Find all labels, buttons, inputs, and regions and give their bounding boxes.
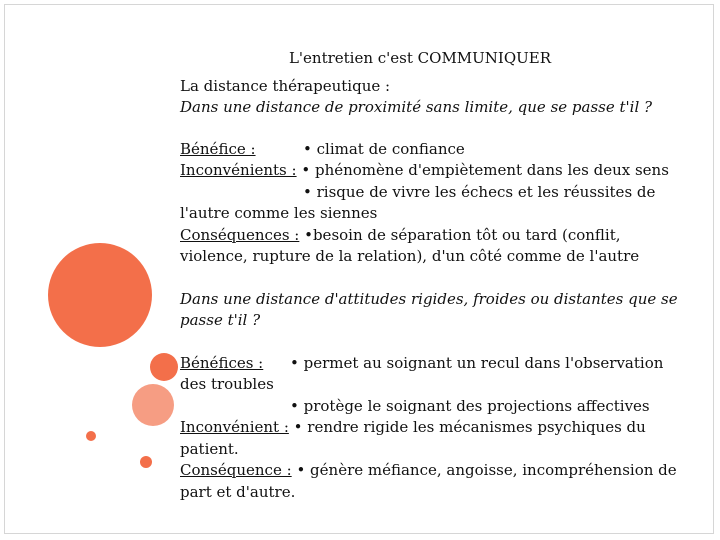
consequence2-item-1b: part et d'autre. xyxy=(180,482,296,501)
consequence-item-1b: violence, rupture de la relation), d'un côté comme de l'autre xyxy=(180,247,640,265)
section2-question-b: passe t'il ? xyxy=(180,311,261,329)
benefices-item-1b: des troubles xyxy=(180,375,274,393)
benefices-item-1a: • permet au soignant un recul dans l'observation xyxy=(290,353,664,372)
consequence-item-1a: •besoin de séparation tôt ou tard (conflit, xyxy=(299,225,621,244)
section1-heading: La distance thérapeutique : xyxy=(180,76,391,95)
decorative-circle-medium-light xyxy=(132,384,174,426)
slide-content xyxy=(180,48,700,503)
section2-question-a: Dans une distance d'attitudes rigides, froides ou distantes que se xyxy=(180,289,678,308)
decorative-circle-large xyxy=(48,243,152,347)
consequence2-label: Conséquence : xyxy=(180,461,292,479)
inconvenient-item-1: • phénomène d'empiètement dans les deux sens xyxy=(301,161,669,179)
consequences-line xyxy=(180,225,700,247)
benefices-item-2: • protège le soignant des projections affectives xyxy=(290,396,650,415)
benefices-line xyxy=(180,353,700,375)
benefice-item: • climat de confiance xyxy=(303,139,465,158)
benefices-label: Bénéfices : xyxy=(180,353,264,372)
inconvenient-item-2a-line xyxy=(180,182,700,204)
decorative-circle-medium xyxy=(150,353,178,381)
inconvenient2-label: Inconvénient : xyxy=(180,418,289,436)
inconvenient-item-2b: l'autre comme les siennes xyxy=(180,204,378,222)
inconvenients-label: Inconvénients : xyxy=(180,161,297,179)
slide-title: L'entretien c'est COMMUNIQUER xyxy=(288,49,552,67)
inconvenient-item-2a: • risque de vivre les échecs et les réussites de xyxy=(303,182,656,201)
inconvenients-line xyxy=(180,160,700,182)
consequence2-item-1a: • génère méfiance, angoisse, incompréhension de xyxy=(296,461,677,479)
inconvenient2-item-1b: patient. xyxy=(180,439,239,458)
decorative-circle-small xyxy=(140,456,152,468)
section1-question: Dans une distance de proximité sans limite, que se passe t'il ? xyxy=(180,98,653,116)
decorative-circle-tiny xyxy=(86,431,96,441)
consequences-label: Conséquences : xyxy=(180,225,300,244)
inconvenient2-item-1a: • rendre rigide les mécanismes psychiques du xyxy=(293,418,646,436)
benefice-line xyxy=(180,139,700,161)
benefice-label: Bénéfice : xyxy=(180,139,256,158)
benefices-item-2-line xyxy=(180,396,700,418)
consequence2-line xyxy=(180,460,700,482)
inconvenient2-line xyxy=(180,417,700,439)
